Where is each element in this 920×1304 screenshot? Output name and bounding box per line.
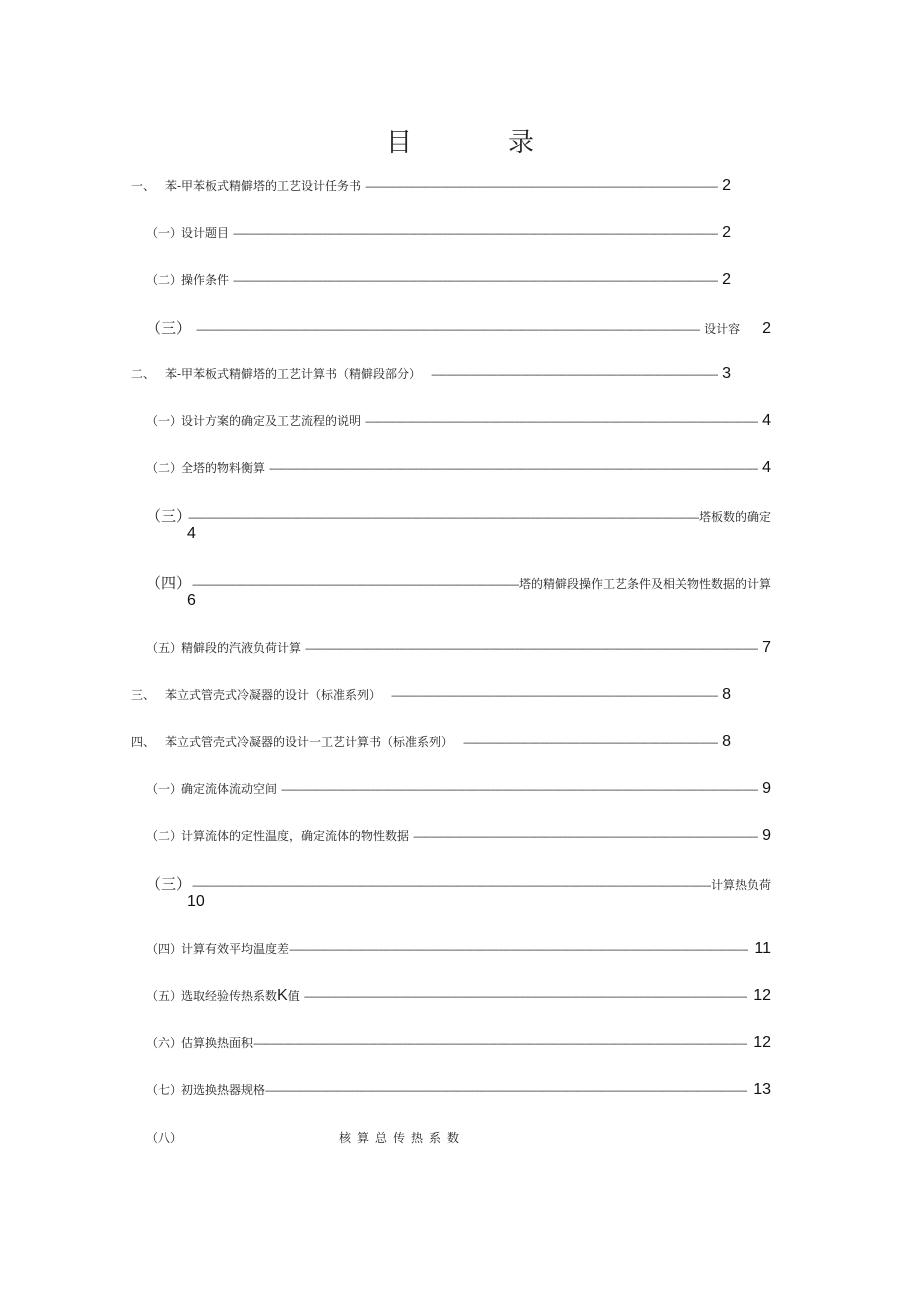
leader-dots <box>253 1039 747 1050</box>
toc-entry-number: （四） <box>146 942 183 956</box>
toc-entry-text: 苯立式管壳式冷凝器的设计一工艺计算书（标准系列） <box>165 735 454 749</box>
toc-entry-19[interactable] <box>146 1081 771 1099</box>
toc-entry-15[interactable] <box>146 873 771 894</box>
toc-entry-11[interactable] <box>131 686 731 704</box>
toc-entry-text: 计算热负荷 <box>710 878 771 892</box>
toc-entry-number: （三） <box>146 507 192 525</box>
toc-entry-14[interactable] <box>146 827 771 845</box>
toc-entry-4[interactable] <box>146 317 771 338</box>
toc-entry-number: （三） <box>146 875 192 893</box>
toc-entry-number: （三） <box>146 319 192 337</box>
toc-entry-number: （一） <box>146 414 183 428</box>
leader-dots <box>233 229 718 240</box>
toc-entry-9[interactable] <box>146 572 771 593</box>
toc-entry-text: 估算换热面积 <box>181 1036 254 1050</box>
leader-dots <box>391 691 718 702</box>
toc-entry-text: 设计题目 <box>181 226 230 240</box>
toc-entry-1[interactable] <box>131 177 731 195</box>
leader-dots <box>192 881 711 892</box>
toc-entry-text: 确定流体流动空间 <box>181 782 278 796</box>
toc-entry-15-page: 10 <box>187 893 205 910</box>
toc-entry-number: （八） <box>146 1131 183 1145</box>
toc-entry-number: （七） <box>146 1083 183 1097</box>
toc-entry-10[interactable] <box>146 639 771 657</box>
toc-entry-number: 一、 <box>131 179 156 193</box>
toc-entry-text: 计算有效平均温度差 <box>181 942 290 956</box>
toc-entry-12[interactable] <box>131 733 731 751</box>
leader-dots <box>431 370 718 381</box>
toc-entry-18[interactable] <box>146 1034 771 1052</box>
toc-entry-page: 2 <box>722 177 731 194</box>
toc-entry-text: 苯立式管壳式冷凝器的设计（标准系列） <box>165 688 382 702</box>
toc-entry-8[interactable] <box>146 505 771 526</box>
toc-entry-text: 计算流体的定性温度，确定流体的物性数据 <box>181 829 410 843</box>
leader-dots <box>196 325 700 336</box>
toc-entry-number: 三、 <box>131 688 156 702</box>
toc-entry-page: 12 <box>753 987 771 1004</box>
toc-entry-page: 9 <box>762 827 771 844</box>
toc-entry-page: 8 <box>722 733 731 750</box>
toc-entry-9-page: 6 <box>187 592 196 609</box>
toc-entry-text: 设计方案的确定及工艺流程的说明 <box>181 414 362 428</box>
leader-dots <box>304 992 748 1003</box>
toc-entry-number: （四） <box>146 574 192 592</box>
toc-entry-number: 二、 <box>131 367 156 381</box>
toc-entry-number: （二） <box>146 273 183 287</box>
toc-entry-number: （五） <box>146 641 183 655</box>
toc-entry-8-page: 4 <box>187 525 196 542</box>
toc-entry-page: 2 <box>722 271 731 288</box>
toc-entry-text: 设计容 <box>704 322 741 336</box>
leader-dots <box>365 417 758 428</box>
toc-entry-page: 8 <box>722 686 731 703</box>
toc-entry-page: 9 <box>762 780 771 797</box>
toc-entry-20-text: 核算总传热系数 <box>339 1131 466 1145</box>
toc-entry-number: 四、 <box>131 735 156 749</box>
toc-entry-page: 7 <box>762 639 771 656</box>
leader-dots <box>289 945 748 956</box>
toc-title-char-2: 录 <box>508 128 535 158</box>
toc-entry-number: （五） <box>146 989 183 1003</box>
toc-entry-text: 苯-甲苯板式精僻塔的工艺设计任务书 <box>165 179 362 193</box>
toc-entry-2[interactable] <box>146 224 731 242</box>
toc-entry-16[interactable] <box>146 940 771 958</box>
toc-entry-text: 精僻段的汽液负荷计算 <box>181 641 302 655</box>
toc-entry-page: 4 <box>762 459 771 476</box>
toc-entry-text: 苯-甲苯板式精僻塔的工艺计算书（精僻段部分） <box>165 367 422 381</box>
leader-dots <box>192 580 519 591</box>
leader-dots <box>365 182 718 193</box>
leader-dots <box>281 785 758 796</box>
toc-entry-number: （二） <box>146 829 183 843</box>
toc-title-char-1: 目 <box>385 128 412 158</box>
toc-entry-page: 3 <box>722 365 731 382</box>
toc-entry-page: 2 <box>722 224 731 241</box>
toc-entry-text: 初选换热器规格 <box>181 1083 266 1097</box>
toc-entry-number: （二） <box>146 461 183 475</box>
toc-entry-6[interactable] <box>146 412 771 430</box>
leader-dots <box>413 832 758 843</box>
leader-dots <box>265 1086 747 1097</box>
toc-entry-page: 12 <box>753 1034 771 1051</box>
toc-entry-number: （一） <box>146 782 183 796</box>
toc-entry-page: 11 <box>754 940 771 957</box>
toc-entry-text-k: K <box>277 987 288 1004</box>
toc-entry-text: 全塔的物料衡算 <box>181 461 266 475</box>
toc-entry-page: 13 <box>753 1081 771 1098</box>
toc-entry-page: 4 <box>762 412 771 429</box>
toc-entry-5[interactable] <box>131 365 731 383</box>
toc-title <box>0 122 920 159</box>
toc-entry-number: （一） <box>146 226 183 240</box>
toc-entry-text-after: 值 <box>287 989 300 1003</box>
toc-entry-17[interactable] <box>146 987 771 1005</box>
leader-dots <box>305 644 758 655</box>
toc-entry-3[interactable] <box>146 271 731 289</box>
toc-entry-13[interactable] <box>146 780 771 798</box>
toc-entry-text: 操作条件 <box>181 273 230 287</box>
toc-entry-text: 塔的精僻段操作工艺条件及相关物性数据的计算 <box>518 577 771 591</box>
leader-dots <box>463 738 718 749</box>
leader-dots <box>188 513 699 524</box>
toc-entry-page: 2 <box>762 320 771 337</box>
leader-dots <box>269 464 758 475</box>
leader-dots <box>233 276 718 287</box>
toc-entry-text: 选取经验传热系数 <box>181 989 278 1003</box>
toc-entry-text: 塔板数的确定 <box>698 510 771 524</box>
toc-entry-number: （六） <box>146 1036 183 1050</box>
toc-entry-7[interactable] <box>146 459 771 477</box>
